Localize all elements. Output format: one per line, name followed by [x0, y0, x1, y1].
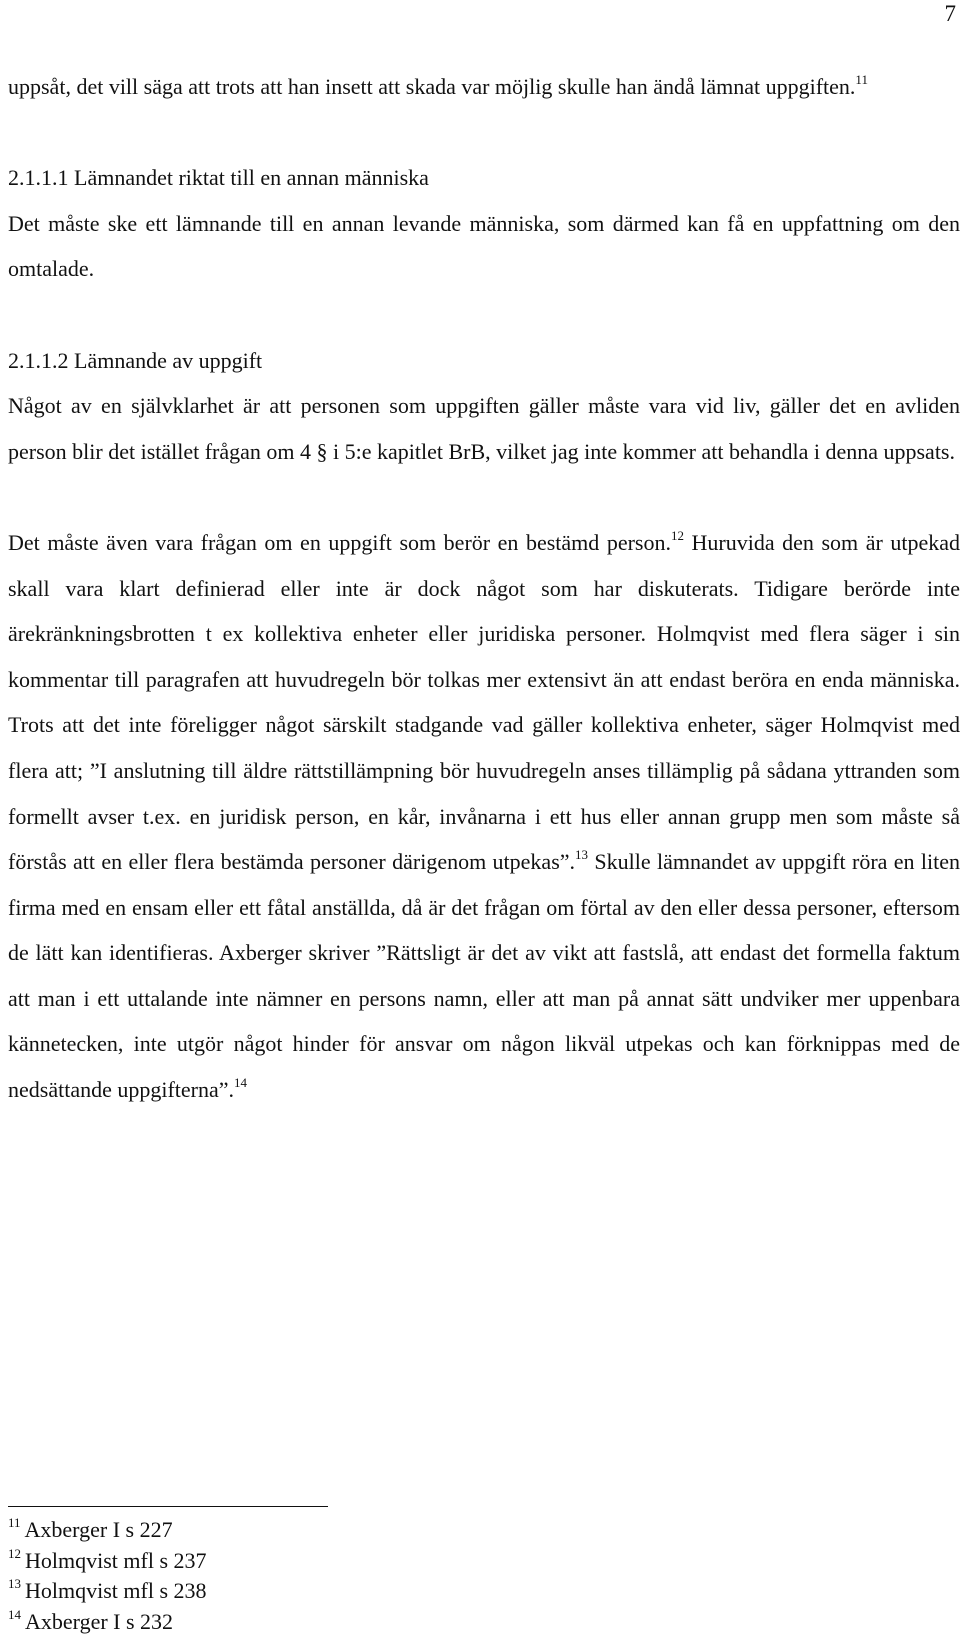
- paragraph-spacer: [8, 110, 960, 156]
- footnote-divider: [8, 1506, 328, 1507]
- footnote-ref-12[interactable]: 12: [670, 527, 684, 543]
- footnote-ref-14[interactable]: 14: [234, 1075, 248, 1091]
- section-heading-2111: 2.1.1.1 Lämnandet riktat till en annan människa: [8, 165, 429, 191]
- intro-paragraph: [8, 64, 960, 110]
- section-body-2112: Något av en självklarhet är att personen som uppgiften gäller måste vara vid liv, gäller det en avliden person blir det istället frågan om 4 § i 5:e kapitlet BrB, vilket jag inte kommer att behandla i denna uppsats.: [8, 393, 960, 464]
- footnote-number: 12: [8, 1545, 21, 1561]
- footnote-number: 11: [8, 1515, 21, 1530]
- footnotes: [8, 1515, 608, 1637]
- footnote-number: 14: [8, 1606, 21, 1622]
- footnote-14: [8, 1607, 608, 1638]
- section-body-2111: Det måste ske ett lämnande till en annan levande människa, som därmed kan få en uppfattning om den omtalade.: [8, 210, 960, 282]
- footnote-13: [8, 1576, 608, 1607]
- document-body: [8, 64, 960, 1113]
- main-paragraph-part3: Skulle lämnandet av uppgift röra en liten firma med en ensam eller ett fåtal anställda, då är det frågan om förtal av den eller dessa personer, eftersom de lätt kan identifieras. Axberger skriver ”Rättsligt är det av vikt att fastslå, att endast det formella faktum att man i ett uttalande inte nämner en persons namn, eller att man på annat sätt undviker mer uppenbara kännetecken, inte utgör något hinder för ansvar om någon likväl utpekas och kan förknippas med de nedsättande uppgifterna”.: [8, 849, 960, 1103]
- intro-paragraph-text: uppsåt, det vill säga att trots att han insett att skada var möjlig skulle han ändå lämnat uppgiften.: [8, 74, 856, 99]
- footnote-text: Holmqvist mfl s 238: [25, 1578, 207, 1603]
- paragraph-spacer: [8, 474, 960, 520]
- main-paragraph-part1: Det måste även vara frågan om en uppgift som berör en bestämd person.: [8, 529, 671, 555]
- footnote-text: Axberger I s 232: [25, 1608, 174, 1634]
- paragraph-spacer: [8, 292, 960, 338]
- main-paragraph: [8, 520, 960, 1113]
- footnote-12: [8, 1546, 608, 1577]
- main-paragraph-part2: Huruvida den som är utpekad skall vara klart definierad eller inte är dock något som har diskuterats. Tidigare berörde inte ärekränkningsbrotten t ex kollektiva enheter eller juridiska personer. Holmqvist med flera säger i sin kommentar till paragrafen att huvudregeln bör tolkas mer extensivt än att endast beröra en enda människa. Trots att det inte föreligger något särskilt stadgande vad gäller kollektiva enheter, säger Holmqvist med flera att; ”I anslutning till äldre rättstillämpning bör huvudregeln anses tillämplig på sådana yttranden som formellt avser t.ex. en juridisk person, en kår, invånarna i ett hus eller annan grupp men som måste så förstås att en eller flera bestämda personer därigenom utpekas”.: [8, 529, 960, 875]
- footnote-text: Axberger I s 227: [24, 1517, 173, 1542]
- footnote-number: 13: [8, 1576, 21, 1591]
- footnote-ref-13[interactable]: 13: [575, 847, 589, 863]
- page-number: 7: [944, 1, 956, 26]
- footnote-11: [8, 1515, 608, 1546]
- section-heading-2112: 2.1.1.2 Lämnande av uppgift: [8, 347, 263, 373]
- footnote-ref-11[interactable]: 11: [855, 72, 868, 87]
- footnote-text: Holmqvist mfl s 237: [25, 1547, 207, 1573]
